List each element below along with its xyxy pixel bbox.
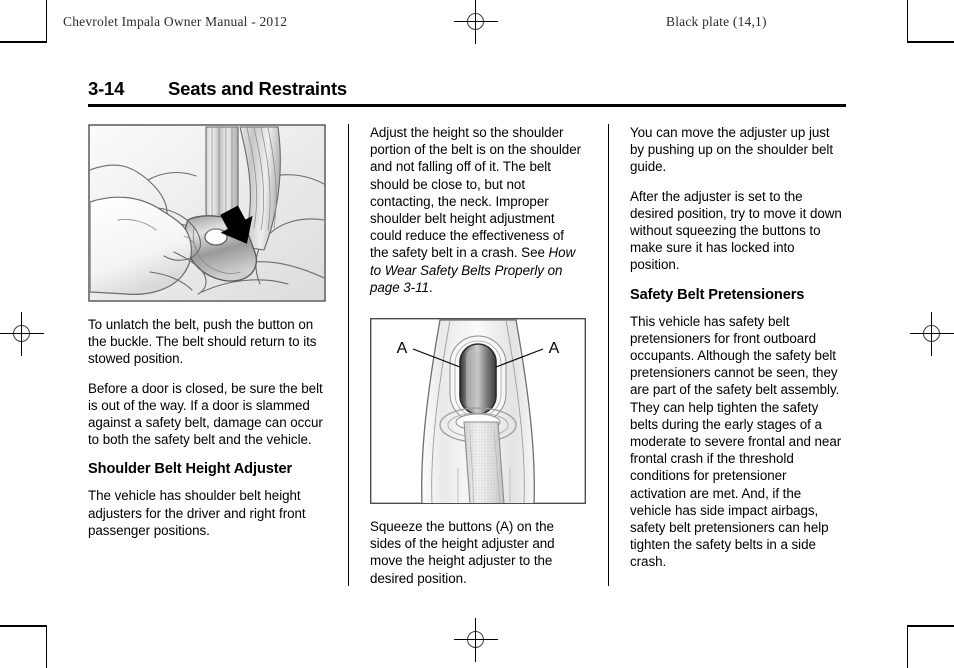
paragraph: After the adjuster is set to the desired position, try to move it down without squeezing the buttons to make sure it has locked into position. [630, 188, 842, 273]
seat-belt-buckle-release-illustration [88, 124, 326, 302]
crop-mark-top-right-horizontal [907, 41, 954, 43]
paragraph: The vehicle has shoulder belt height adjusters for the driver and right front passenger positions. [88, 488, 306, 538]
body-columns [88, 124, 846, 586]
crop-mark-bottom-right-vertical [907, 626, 908, 668]
registration-vertical-line [475, 0, 476, 44]
registration-mark-bottom [454, 618, 498, 662]
page-title-block [88, 78, 846, 107]
registration-mark-left [0, 312, 44, 356]
callout-label-left: A [396, 340, 408, 358]
registration-horizontal-line [910, 333, 954, 334]
title-divider-rule [88, 104, 846, 107]
figure-height-adjuster [370, 318, 586, 504]
column-left [88, 124, 326, 586]
paragraph: Before a door is closed, be sure the belt is out of the way. If a door is slammed against a safety belt, damage can occur to both the safety belt and the vehicle. [88, 380, 323, 448]
registration-vertical-line [21, 312, 22, 356]
registration-mark-right [910, 312, 954, 356]
registration-horizontal-line [454, 639, 498, 640]
column-divider-rule-1 [348, 124, 349, 586]
paragraph-tail-text: . [428, 279, 433, 295]
figure-buckle-release [88, 124, 326, 302]
running-head-left: Chevrolet Impala Owner Manual - 2012 [63, 14, 288, 29]
column-middle [348, 124, 586, 586]
crop-mark-top-left-vertical [46, 0, 47, 42]
crop-mark-top-left-horizontal [0, 41, 47, 43]
registration-horizontal-line [454, 21, 498, 22]
paragraph-with-cross-reference [370, 124, 586, 296]
paragraph: To unlatch the belt, push the button on the buckle. The belt should return to its stowed position. [88, 317, 317, 367]
chapter-title: Seats and Restraints [168, 78, 348, 99]
paragraph: You can move the adjuster up just by pushing up on the shoulder belt guide. [630, 125, 834, 175]
registration-mark-top [454, 0, 498, 44]
column-right [608, 124, 846, 586]
subheading-shoulder-belt-height-adjuster: Shoulder Belt Height Adjuster [88, 461, 293, 478]
crop-mark-top-right-vertical [907, 0, 908, 42]
page-title-row [88, 78, 846, 100]
registration-horizontal-line [0, 333, 44, 334]
callout-label-right: A [548, 340, 560, 358]
page-number: 3-14 [88, 78, 125, 99]
cross-reference-link[interactable]: How to Wear Safety Belts Properly on page 3-11 [370, 245, 576, 295]
paragraph: Squeeze the buttons (A) on the sides of the height adjuster and move the height adjuster to the desired position. [370, 519, 555, 586]
running-head-right: Black plate (14,1) [666, 14, 767, 29]
crop-mark-bottom-right-horizontal [907, 625, 954, 627]
crop-mark-bottom-left-vertical [46, 626, 47, 668]
paragraph: This vehicle has safety belt pretensioners for front outboard occupants. Although the safety belt pretensioners cannot be seen, they are part of the safety belt assembly. They can help tighten the safety belts during the early stages of a moderate to severe frontal and near frontal crash if the threshold conditions for pretensioner activation are met. And, if the vehicle has side impact airbags, safety belt pretensioners can help tighten the safety belts in a side crash. [630, 313, 842, 570]
paragraph-lead-text: Adjust the height so the shoulder portion of the belt is on the shoulder and not falling off of it. The belt should be close to, but not contacting, the neck. Improper shoulder belt height adjustment could reduce the effectiveness of the safety belt in a crash. See [370, 125, 582, 261]
column-divider-rule-2 [608, 124, 609, 586]
crop-mark-bottom-left-horizontal [0, 625, 47, 627]
shoulder-belt-height-adjuster-illustration [370, 318, 586, 504]
registration-vertical-line [475, 618, 476, 662]
registration-vertical-line [931, 312, 932, 356]
subheading-safety-belt-pretensioners: Safety Belt Pretensioners [630, 286, 805, 303]
